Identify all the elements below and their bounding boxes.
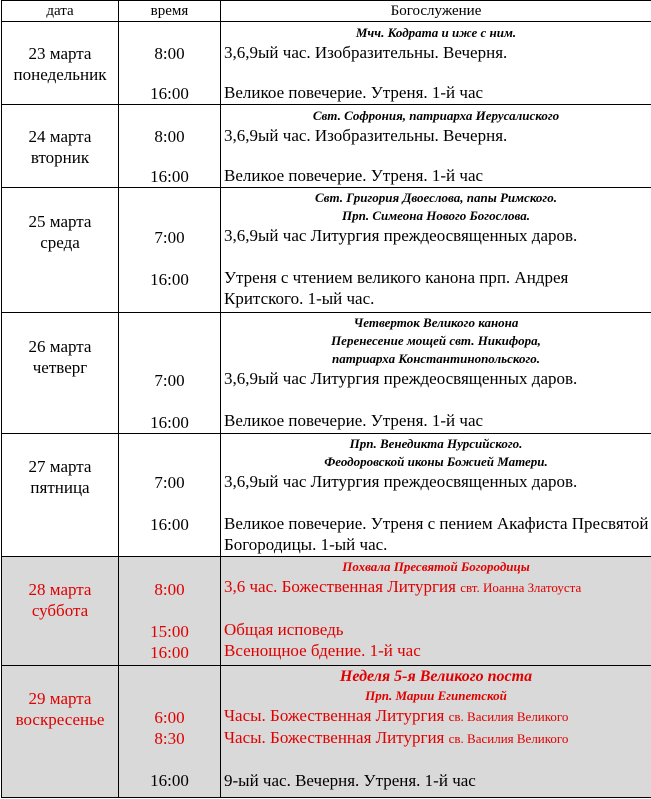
service-main: Часы. Божественная Литургия [224,728,445,747]
time-cell [119,666,221,798]
date-cell [2,666,119,798]
saint-line: Мчч. Кодрата и иже с ним. [355,25,517,40]
sunday-title: Неделя 5-я Великого поста [339,668,533,685]
day-row-29 [2,666,651,798]
time: 16:00 [150,413,189,432]
date: 28 марта [28,580,92,599]
service-cell [221,105,651,188]
date: 25 марта [28,212,92,231]
saint-line: Свт. Софрония, патриарха Иерусалиского [312,108,560,123]
day-row-23 [2,22,651,105]
col-time-header: время [119,1,221,22]
day-row-26 [2,313,651,434]
time: 7:00 [154,228,185,247]
time: 8:30 [154,729,185,748]
service-text: Великое повечерие. Утреня. 1-й час [224,411,484,430]
service-cell [221,313,651,434]
saint-line: патриарха Константинопольского. [331,351,541,366]
saint-line: Похвала Пресвятой Богородицы [342,559,530,574]
date: 29 марта [28,689,92,708]
col-date-header: дата [2,1,119,22]
time-cell [119,557,221,666]
time: 6:00 [154,708,185,727]
service-main: Часы. Божественная Литургия [224,706,445,725]
service-text: Великое повечерие. Утреня. 1-й час [224,166,484,185]
weekday: среда [40,233,80,252]
service-main: 3,6 час. Божественная Литургия [224,577,456,596]
date-cell [2,434,119,557]
date: 24 марта [28,127,92,146]
saint-line: Четверток Великого канона [353,315,519,330]
saint-line: Перенесение мощей свт. Никифора, [331,333,541,348]
service-cell [221,22,651,105]
weekday: воскресенье [15,710,105,729]
service-note: св. Василия Великого [448,731,569,746]
service-cell [221,557,651,666]
saint-line: Феодоровской иконы Божией Матери. [324,454,548,469]
service-text: 3,6,9ый час. Изобразительны. Вечерня. [224,43,508,62]
time: 16:00 [150,643,189,662]
service-text: Утреня с чтением великого канона прп. Андрея Критского. 1-ый час. [224,268,569,308]
service-text [221,705,651,727]
time-cell [119,434,221,557]
time: 15:00 [150,622,189,641]
time: 16:00 [150,270,189,289]
time: 16:00 [150,167,189,186]
service-text: Великое повечерие. Утреня. 1-й час [224,83,484,102]
time: 8:00 [154,127,185,146]
weekday: вторник [30,148,90,167]
saint-line: Прп. Венедикта Нурсийского. [349,436,523,451]
service-cell [221,188,651,313]
date-cell [2,557,119,666]
weekday: суббота [31,601,89,620]
service-text: Всенощное бдение. 1-й час [224,641,421,660]
date-cell [2,105,119,188]
service-text: Великое повечерие. Утреня с пением Акафиста Пресвятой Богородицы. 1-ый час. [224,514,649,554]
weekday: пятница [30,478,90,497]
day-row-27 [2,434,651,557]
weekday: понедельник [13,65,107,84]
col-service-header: Богослужение [221,1,651,22]
date-cell [2,22,119,105]
service-text: Общая исповедь [224,620,344,639]
time: 16:00 [150,84,189,103]
day-row-24 [2,105,651,188]
service-text: 3,6,9ый час Литургия преждеосвященных даров. [224,472,578,491]
time: 7:00 [154,473,185,492]
service-text: 3,6,9ый час Литургия преждеосвященных даров. [224,369,578,388]
service-cell [221,666,651,798]
time: 16:00 [150,771,189,790]
service-note: св. Василия Великого [448,709,569,724]
saint-line: Свт. Григория Двоеслова, папы Римского. [315,190,557,205]
saint-line: Прп. Марии Египетской [365,688,507,703]
weekday: четверг [32,358,88,377]
service-cell [221,434,651,557]
date-cell [2,188,119,313]
service-text: 9-ый час. Вечерня. Утреня. 1-й час [224,771,476,790]
time-cell [119,22,221,105]
service-text: 3,6,9ый час Литургия преждеосвященных даров. [224,226,578,245]
date: 23 марта [28,44,92,63]
day-row-25 [2,188,651,313]
header-row [2,1,651,22]
date-cell [2,313,119,434]
service-note: свт. Иоанна Златоуста [460,580,582,595]
time: 16:00 [150,515,189,534]
saint-line: Прп. Симеона Нового Богослова. [342,208,530,223]
service-text [221,576,651,598]
time: 8:00 [154,580,185,599]
date: 27 марта [28,457,92,476]
time: 8:00 [154,44,185,63]
day-row-28 [2,557,651,666]
service-text [221,727,651,749]
time-cell [119,313,221,434]
date: 26 марта [28,337,92,356]
time-cell [119,188,221,313]
time-cell [119,105,221,188]
time: 7:00 [154,371,185,390]
schedule-table [1,0,651,798]
service-text: 3,6,9ый час. Изобразительны. Вечерня. [224,126,508,145]
